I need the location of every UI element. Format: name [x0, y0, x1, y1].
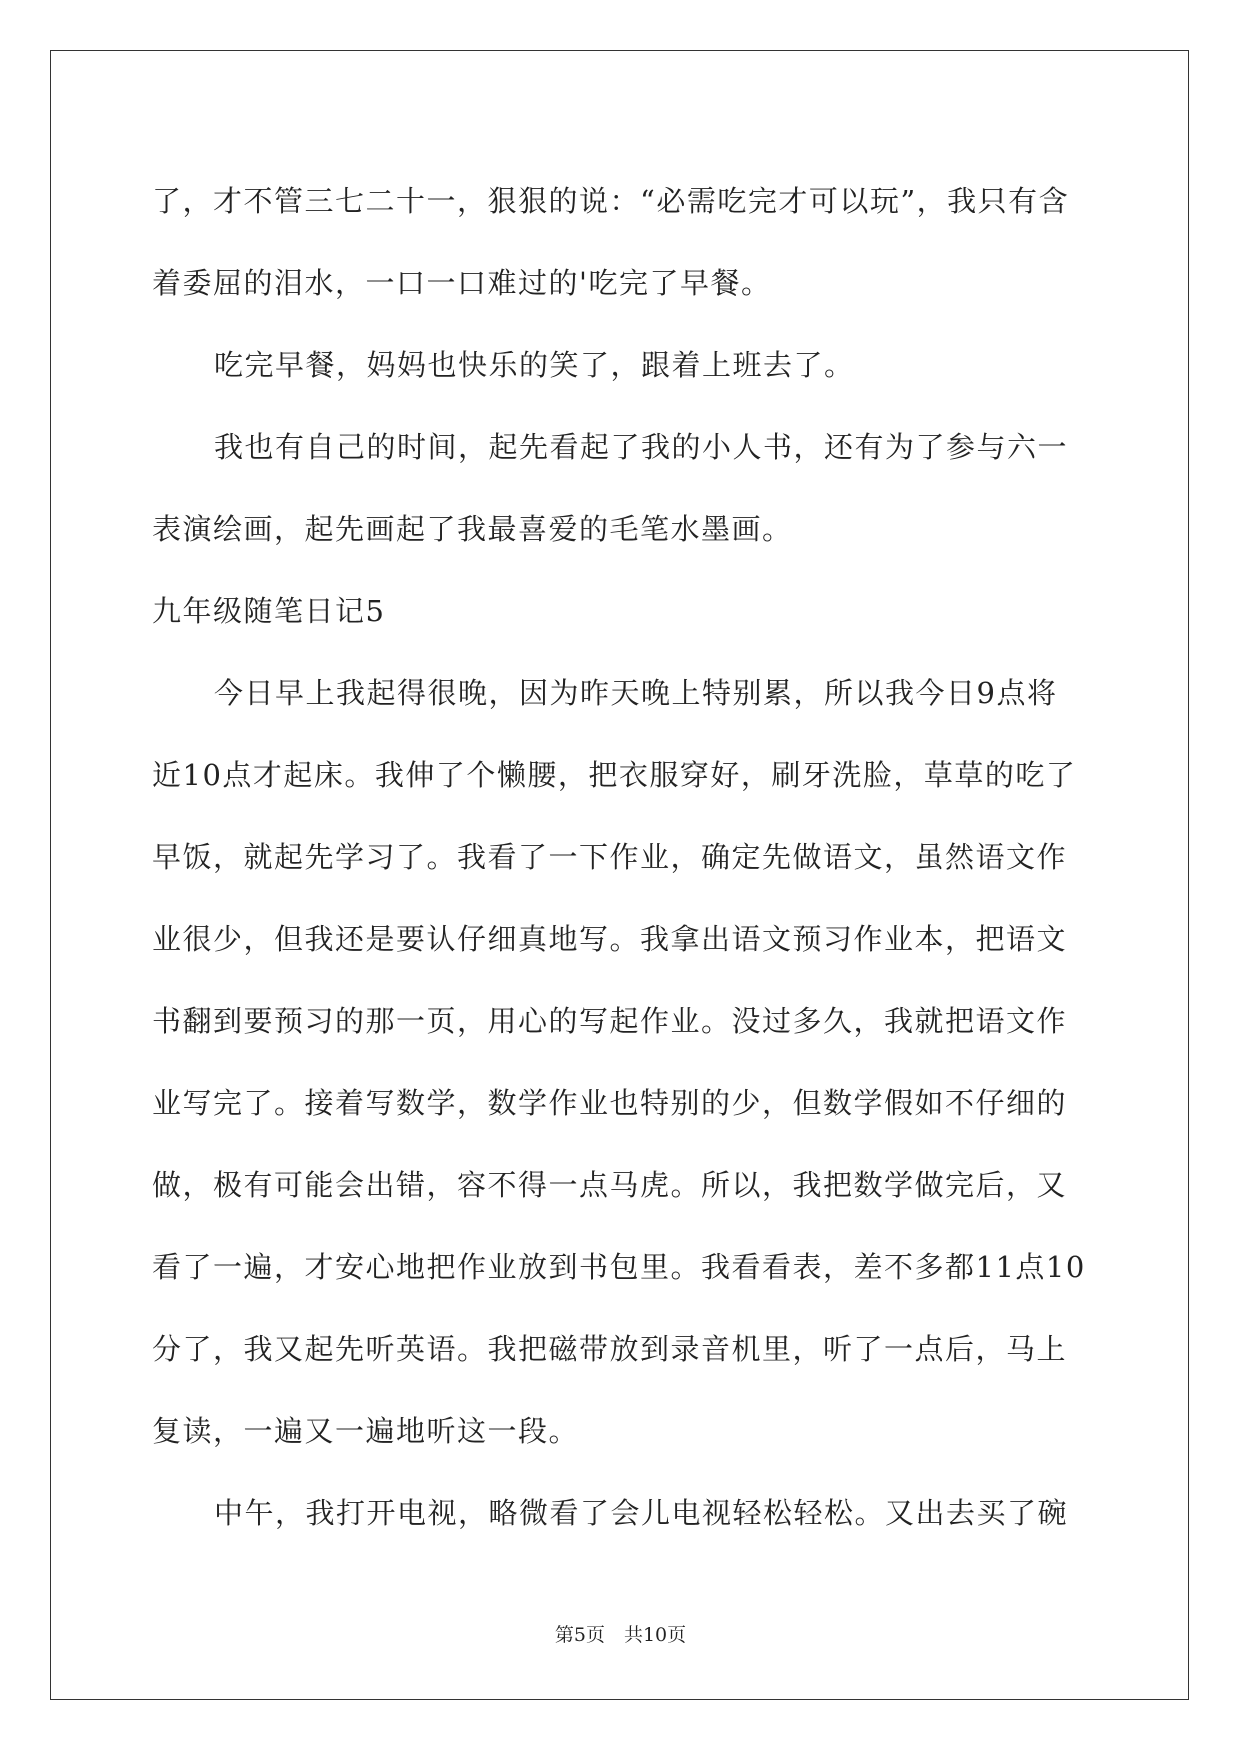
text-line: 复读，一遍又一遍地听这一段。 [152, 1414, 580, 1448]
text-line: 我也有自己的时间，起先看起了我的小人书，还有为了参与六一 [214, 430, 1069, 464]
text-line: 着委屈的泪水，一口一口难过的'吃完了早餐。 [152, 266, 772, 300]
text-line: 业写完了。接着写数学，数学作业也特别的少，但数学假如不仔细的 [152, 1086, 1068, 1120]
text-line: 表演绘画，起先画起了我最喜爱的毛笔水墨画。 [152, 512, 793, 546]
text-line: 近10点才起床。我伸了个懒腰，把衣服穿好，刷牙洗脸，草草的吃了 [152, 758, 1077, 792]
text-line: 看了一遍，才安心地把作业放到书包里。我看看表，差不多都11点10 [152, 1250, 1086, 1284]
text-line: 做，极有可能会出错，容不得一点马虎。所以，我把数学做完后，又 [152, 1168, 1068, 1202]
text-line: 早饭，就起先学习了。我看了一下作业，确定先做语文，虽然语文作 [152, 840, 1068, 874]
text-line: 吃完早餐，妈妈也快乐的笑了，跟着上班去了。 [214, 348, 855, 382]
section-heading: 九年级随笔日记5 [152, 594, 386, 628]
text-line: 中午，我打开电视，略微看了会儿电视轻松轻松。又出去买了碗 [214, 1496, 1069, 1530]
text-line: 书翻到要预习的那一页，用心的写起作业。没过多久，我就把语文作 [152, 1004, 1068, 1038]
text-line: 分了，我又起先听英语。我把磁带放到录音机里，听了一点后，马上 [152, 1332, 1068, 1366]
text-line: 今日早上我起得很晚，因为昨天晚上特别累，所以我今日9点将 [214, 676, 1058, 710]
text-line: 了，才不管三七二十一，狠狠的说：“必需吃完才可以玩”，我只有含 [152, 184, 1070, 218]
document-body [152, 160, 1092, 1554]
page-number: 第5页 共10页 [554, 1624, 687, 1646]
text-line: 业很少，但我还是要认仔细真地写。我拿出语文预习作业本，把语文 [152, 922, 1068, 956]
